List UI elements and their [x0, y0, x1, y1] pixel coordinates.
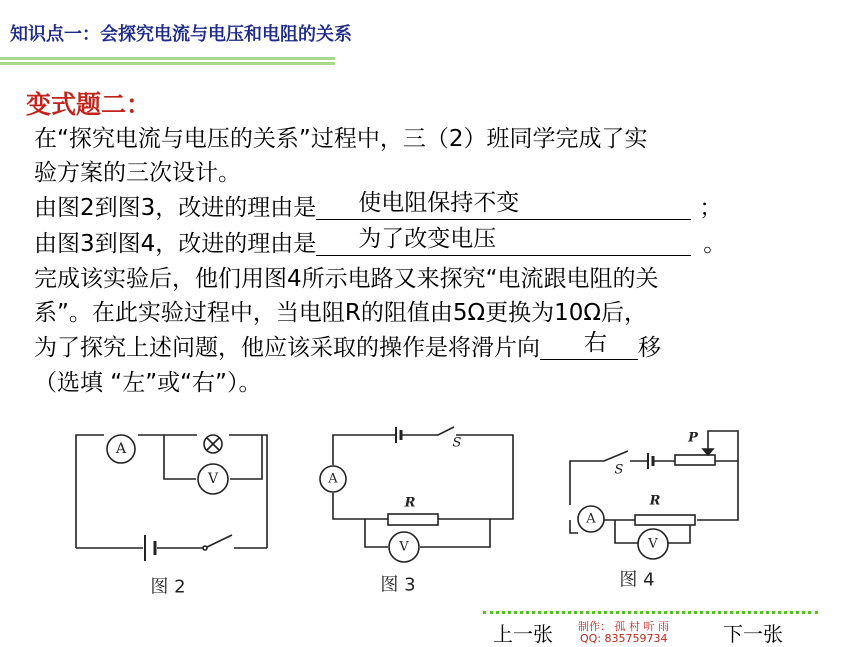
text-line-6: 系”。在此实验过程中，当电阻R的阻值由5Ω更换为10Ω后， — [34, 300, 647, 326]
figure-2-circuit — [76, 435, 267, 561]
fig2-ammeter-label: A — [115, 441, 127, 457]
text-line-3-suffix: ； — [699, 195, 723, 221]
text-line-7-prefix: 为了探究上述问题，他应该采取的操作是将滑片向 — [34, 335, 540, 361]
text-line-5: 完成该实验后，他们用图4所示电路又来探究“电流跟电阻的关 — [34, 266, 659, 292]
fig3-voltmeter-label: V — [399, 539, 409, 555]
credit-qq: QQ: 835759734 — [580, 632, 668, 645]
question-heading: 变式题二： — [26, 90, 152, 119]
answer-2: 为了改变电压 — [358, 226, 497, 252]
text-line-3-prefix: 由图2到图3，改进的理由是 — [34, 195, 317, 221]
text-line-4-prefix: 由图3到图4，改进的理由是 — [34, 231, 317, 257]
answer-1: 使电阻保持不变 — [358, 190, 520, 216]
fig4-caption: 图 4 — [619, 569, 655, 591]
fig3-ammeter-label: A — [328, 471, 338, 487]
credit-author: 制作： 孤 村 听 雨 — [578, 620, 669, 633]
next-button[interactable]: 下一张 — [723, 622, 783, 646]
prev-button[interactable]: 上一张 — [493, 622, 553, 646]
text-line-1: 在“探究电流与电压的关系”过程中，三（2）班同学完成了实 — [34, 126, 648, 152]
fig3-switch-label: S — [452, 435, 462, 451]
figure-3-circuit — [320, 427, 513, 562]
fig2-voltmeter-label: V — [207, 471, 219, 487]
fig4-ammeter-label: A — [586, 511, 596, 527]
fig3-caption: 图 3 — [380, 574, 416, 596]
footer-divider — [483, 611, 818, 614]
fig4-slider-label: P — [688, 430, 698, 446]
fig4-switch-label: S — [614, 462, 624, 478]
page-title: 知识点一：会探究电流与电压和电阻的关系 — [10, 24, 352, 45]
fig4-resistor-label: R — [649, 493, 661, 509]
answer-3: 右 — [584, 330, 607, 356]
text-line-7-suffix: 移 — [638, 335, 661, 361]
fig3-resistor-label: R — [404, 495, 416, 511]
text-line-2: 验方案的三次设计。 — [34, 160, 241, 186]
fig4-voltmeter-label: V — [648, 536, 658, 552]
text-line-4-suffix: 。 — [703, 231, 727, 257]
fig2-caption: 图 2 — [150, 576, 186, 598]
text-line-8: （选填 “左”或“右”）。 — [34, 370, 262, 396]
